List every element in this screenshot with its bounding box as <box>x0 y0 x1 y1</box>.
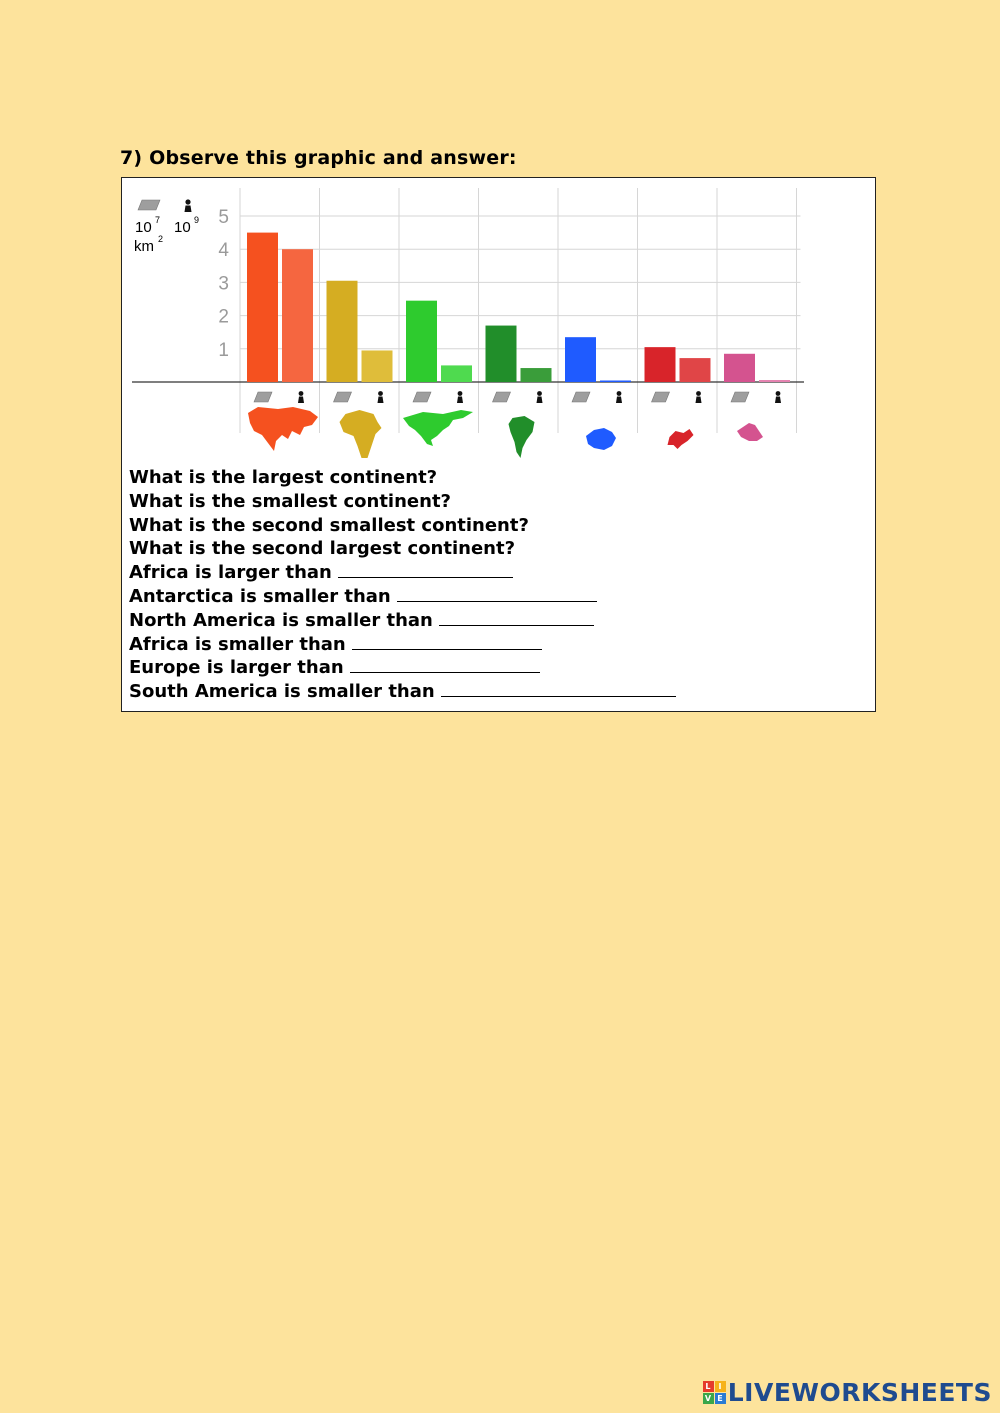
logo-letter: L <box>703 1381 714 1392</box>
question-line <box>129 514 676 538</box>
question-list <box>129 466 676 704</box>
liveworksheets-logo <box>703 1378 992 1407</box>
question-line <box>129 609 676 633</box>
logo-icon <box>703 1381 726 1404</box>
question-text: Africa is larger than <box>129 562 332 584</box>
question-line <box>129 680 676 704</box>
person-icon <box>299 391 304 396</box>
question-text: Antarctica is smaller than <box>129 585 391 607</box>
area-unit-km-exponent: 2 <box>158 234 164 244</box>
question-text: What is the largest continent? <box>129 467 438 488</box>
logo-letter: E <box>715 1393 726 1404</box>
area-icon <box>254 392 272 402</box>
bar-area-asia <box>247 233 278 382</box>
bar-population-antarctica <box>600 381 631 383</box>
brand-name: LIVEWORKSHEETS <box>727 1378 992 1407</box>
area-icon <box>731 392 749 402</box>
person-icon-body <box>537 397 543 404</box>
population-unit-exponent: 9 <box>194 215 200 225</box>
question-text: Africa is smaller than <box>129 633 346 655</box>
bar-area-oceania <box>724 354 755 382</box>
question-line <box>129 490 676 514</box>
answer-blank[interactable] <box>352 637 542 650</box>
continent-map-south-america <box>509 416 535 458</box>
population-legend-icon <box>185 199 190 204</box>
bar-population-africa <box>362 350 393 382</box>
area-icon <box>493 392 511 402</box>
question-line <box>129 585 676 609</box>
person-icon-body <box>696 397 702 404</box>
y-tick-label: 2 <box>218 306 229 328</box>
bar-area-africa <box>327 281 358 382</box>
answer-blank[interactable] <box>441 684 676 697</box>
person-icon-body <box>298 397 304 404</box>
answer-blank[interactable] <box>397 589 597 602</box>
bar-area-europe <box>645 347 676 382</box>
area-icon <box>413 392 431 402</box>
area-legend-icon <box>138 200 160 210</box>
logo-letter: I <box>715 1381 726 1392</box>
y-tick-label: 3 <box>218 273 229 295</box>
person-icon-body <box>457 397 463 404</box>
question-text: South America is smaller than <box>129 681 435 703</box>
continent-map-africa <box>340 410 382 458</box>
person-icon-body <box>378 397 384 404</box>
exercise-title: 7) Observe this graphic and answer: <box>120 147 517 169</box>
question-text: What is the smallest continent? <box>129 490 451 512</box>
person-icon-body <box>616 397 622 404</box>
area-unit-exponent: 7 <box>155 215 161 225</box>
person-icon <box>378 391 383 396</box>
person-icon <box>458 391 463 396</box>
population-unit-label: 10 <box>174 219 191 236</box>
question-line <box>129 537 676 561</box>
y-tick-label: 1 <box>218 339 229 361</box>
bar-population-south-america <box>521 368 552 382</box>
y-tick-label: 5 <box>218 207 229 228</box>
question-text: What is the second smallest continent? <box>129 514 529 536</box>
continent-map-europe <box>668 429 694 449</box>
person-icon <box>696 391 701 396</box>
bar-area-antarctica <box>565 337 596 382</box>
y-tick-label: 4 <box>218 240 229 262</box>
question-line <box>129 466 676 490</box>
question-text: What is the second largest continent? <box>129 538 516 560</box>
question-text: Europe is larger than <box>129 657 344 679</box>
population-legend-icon-body <box>185 206 192 213</box>
question-text: North America is smaller than <box>129 609 433 631</box>
question-line <box>129 633 676 657</box>
bar-population-north-america <box>441 365 472 382</box>
continent-map-north-america <box>403 410 473 446</box>
area-icon <box>652 392 670 402</box>
answer-blank[interactable] <box>350 660 540 673</box>
logo-letter: V <box>703 1393 714 1404</box>
question-line <box>129 561 676 585</box>
person-icon-body <box>775 397 781 404</box>
bar-population-europe <box>680 358 711 382</box>
bar-population-oceania <box>759 380 790 382</box>
area-icon <box>334 392 352 402</box>
question-line <box>129 656 676 680</box>
continent-map-asia <box>248 407 318 451</box>
bar-area-north-america <box>406 301 437 382</box>
continent-map-antarctica <box>586 428 616 450</box>
bar-population-asia <box>282 249 313 382</box>
area-unit-label: 10 <box>135 219 152 236</box>
person-icon <box>776 391 781 396</box>
answer-blank[interactable] <box>338 565 513 578</box>
person-icon <box>537 391 542 396</box>
continent-map-oceania <box>737 423 763 441</box>
area-unit-km: km <box>134 238 154 255</box>
person-icon <box>617 391 622 396</box>
answer-blank[interactable] <box>439 613 594 626</box>
area-icon <box>572 392 590 402</box>
bar-area-south-america <box>486 326 517 382</box>
